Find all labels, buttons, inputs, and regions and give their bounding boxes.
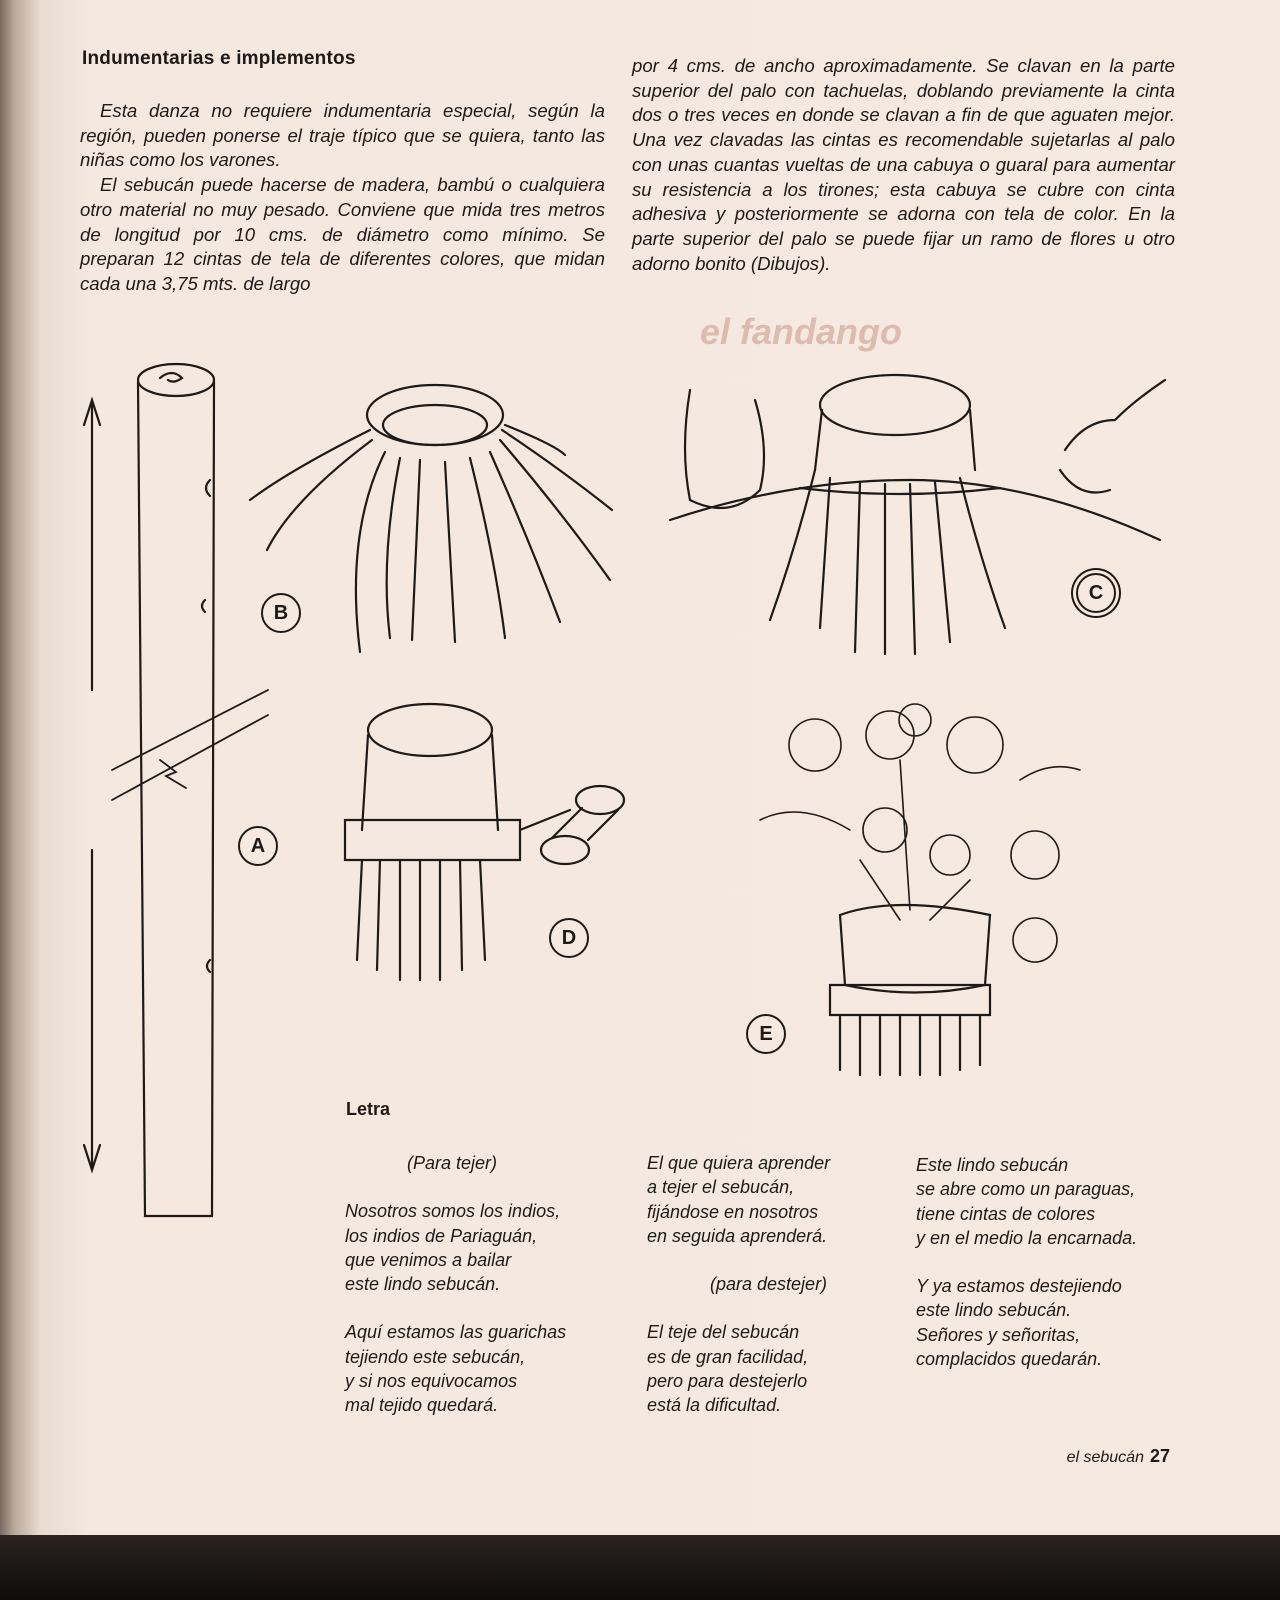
ribbon-ring-illustration-b xyxy=(250,385,612,652)
stanza xyxy=(916,1153,1137,1250)
lyric-line: este lindo sebucán. xyxy=(916,1300,1072,1321)
lyric-line: Nosotros somos los indios, xyxy=(345,1201,561,1222)
flower-bouquet-illustration-e xyxy=(760,704,1080,1075)
lyric-line: en seguida aprenderá. xyxy=(647,1225,828,1246)
lyrics-heading: Letra xyxy=(346,1099,391,1119)
lyric-line: que venimos a bailar xyxy=(345,1249,512,1270)
lyrics-subtitle: (para destejer) xyxy=(710,1274,828,1295)
figure-label-b: B xyxy=(261,593,301,633)
stanza xyxy=(345,1199,566,1296)
lyric-line: fijándose en nosotros xyxy=(647,1201,819,1222)
section-title: Indumentarias e implementos xyxy=(82,48,356,69)
paragraph: El sebucán puede hacerse de madera, bambú o cualquiera otro material no muy pesado. Conviene que mida tres metros de longitud por 10 cms. de diámetro como mínimo. Se preparan 12 cintas de tela de diferentes colores, que midan cada una 3,75 mts. de largo xyxy=(80,174,605,294)
lyric-line: se abre como un paraguas, xyxy=(916,1179,1136,1200)
figure-label-d: D xyxy=(549,918,589,958)
lyrics-column-3 xyxy=(916,1153,1137,1395)
lyric-line: este lindo sebucán. xyxy=(345,1274,501,1295)
figure-label-e: E xyxy=(746,1014,786,1054)
paragraph: Esta danza no requiere indumentaria especial, según la región, pueden ponerse el traje típico que se quiera, tanto las niñas como los varones. xyxy=(80,100,605,171)
stanza xyxy=(345,1320,566,1417)
lyric-line: pero para destejerlo xyxy=(647,1371,808,1392)
lyric-line: Este lindo sebucán xyxy=(916,1155,1069,1175)
stanza xyxy=(647,1151,830,1248)
lyric-line: Señores y señoritas, xyxy=(916,1324,1081,1345)
stanza xyxy=(916,1274,1137,1371)
stanza xyxy=(647,1320,830,1417)
watermark-title: el fandango xyxy=(700,311,903,352)
lyric-line: tiene cintas de colores xyxy=(916,1203,1096,1224)
lyric-line: y en el medio la encarnada. xyxy=(916,1227,1138,1248)
figure-label-a: A xyxy=(238,826,278,866)
figure-label-c: C xyxy=(1076,573,1116,613)
lyrics-column-1 xyxy=(345,1151,566,1442)
lyric-line: Y ya estamos destejiendo xyxy=(916,1276,1122,1297)
lyric-line: mal tejido quedará. xyxy=(345,1395,499,1416)
paragraph: por 4 cms. de ancho aproximadamente. Se clavan en la parte superior del palo con tachuelas, doblando previamente la cinta dos o tres veces en donde se clavan a fin de que aguaten mejor. Una vez clavadas las cintas es recomendable sujetarlas al palo con unas cuantas vueltas de una cabuya o guaral para aumentar su resistencia a los tirones; esta cabuya se cubre con cinta adhesiva y posteriormente se adorna con tela de color. En la parte superior del palo se puede fijar un ramo de flores u otro adorno bonito (Dibujos). xyxy=(632,55,1175,274)
lyric-line: y si nos equivocamos xyxy=(345,1371,518,1392)
lyrics-column-2 xyxy=(647,1151,830,1442)
lyric-line: El que quiera aprender xyxy=(647,1153,831,1173)
pole-illustration-a xyxy=(84,364,268,1216)
page-footer xyxy=(1067,1446,1170,1467)
lyrics-subtitle: (Para tejer) xyxy=(407,1153,498,1173)
page-number: 27 xyxy=(1149,1446,1170,1466)
lyric-line: es de gran facilidad, xyxy=(647,1346,809,1367)
lyric-line: los indios de Pariaguán, xyxy=(345,1225,538,1246)
scan-bottom-edge xyxy=(0,1535,1280,1600)
lyric-line: tejiendo este sebucán, xyxy=(345,1346,526,1367)
footer-section-name: el sebucán xyxy=(1066,1449,1144,1466)
lyric-line: Aquí estamos las guarichas xyxy=(345,1322,567,1343)
lyric-line: complacidos quedarán. xyxy=(916,1349,1103,1370)
lyric-line: a tejer el sebucán, xyxy=(647,1177,795,1198)
lyric-line: El teje del sebucán xyxy=(647,1322,800,1343)
lyric-line: está la dificultad. xyxy=(647,1395,782,1416)
